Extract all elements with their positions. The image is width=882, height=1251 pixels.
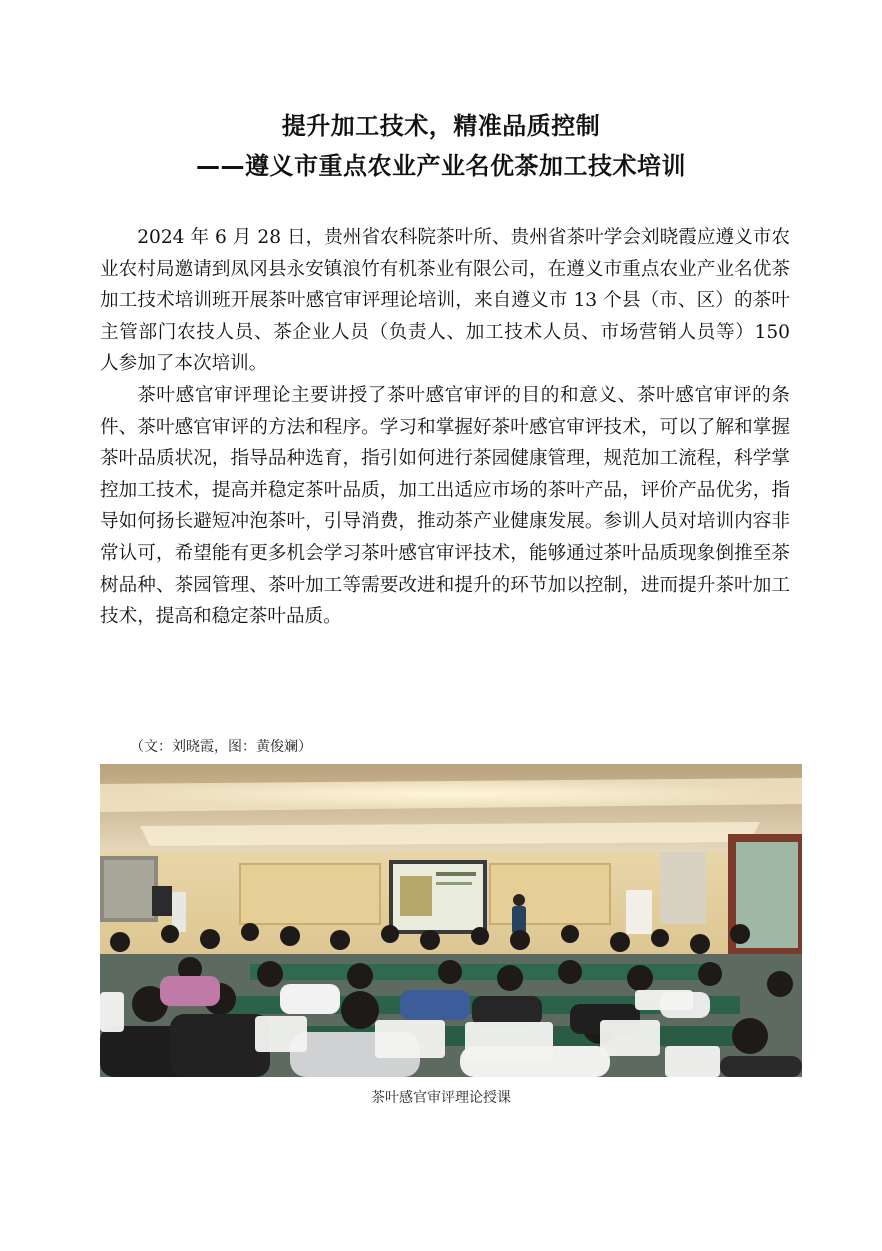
article-body [100, 222, 790, 633]
photo-caption: 茶叶感官审评理论授课 [371, 1090, 511, 1106]
document-subtitle: ——遵义市重点农业产业名优茶加工技术培训 [196, 152, 686, 180]
paragraph-2: 茶叶感官审评理论主要讲授了茶叶感官审评的目的和意义、茶叶感官审评的条件、茶叶感官审评的方法和程序。学习和掌握好茶叶感官审评技术，可以了解和掌握茶叶品质状况，指导品种选育，指引如何进行茶园健康管理，规范加工流程，科学掌控加工技术，提高并稳定茶叶品质，加工出适应市场的茶叶产品，评价产品优劣，指导如何扬长避短冲泡茶叶，引导消费，推动茶产业健康发展。参训人员对培训内容非常认可，希望能有更多机会学习茶叶感官审评技术，能够通过茶叶品质现象倒推至茶树品种、茶园管理、茶叶加工等需要改进和提升的环节加以控制，进而提升茶叶加工技术，提高和稳定茶叶品质。 [100, 384, 790, 628]
paragraph-1: 2024 年 6 月 28 日，贵州省农科院茶叶所、贵州省茶叶学会刘晓霞应遵义市农业农村局邀请到凤冈县永安镇浪竹有机茶业有限公司，在遵义市重点农业产业名优茶加工技术培训班开展茶叶感官审评理论培训，来自遵义市 13 个县（市、区）的茶叶主管部门农技人员、茶企业人员（负责人、加工技术人员、市场营销人员等）150 人参加了本次培训。 [100, 227, 790, 375]
document-title: 提升加工技术，精准品质控制 [281, 112, 601, 140]
training-session-photo [100, 764, 802, 1077]
author-credit: （文：刘晓霞，图：黄俊斓） [130, 739, 312, 755]
